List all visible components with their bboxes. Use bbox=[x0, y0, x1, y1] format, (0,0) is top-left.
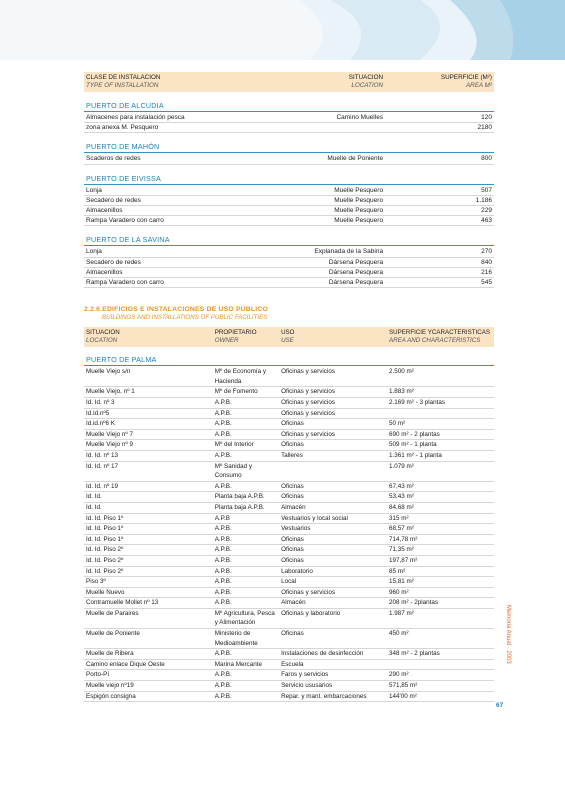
building-area: 714,78 m² bbox=[389, 535, 418, 543]
col-use-en: USE bbox=[281, 336, 294, 344]
table-row bbox=[84, 598, 494, 609]
installation-area: 229 bbox=[481, 207, 492, 215]
section-heading bbox=[84, 306, 494, 322]
table-row bbox=[84, 503, 494, 514]
port-heading: PUERTO DE LA SAVINA bbox=[84, 235, 494, 246]
table1-header bbox=[84, 72, 494, 92]
table-row bbox=[84, 440, 494, 451]
table-row bbox=[84, 629, 494, 649]
building-area bbox=[389, 660, 492, 670]
table-row bbox=[84, 258, 494, 268]
building-location: Muelle Viejo, nº 1 bbox=[86, 388, 135, 396]
building-use: Talleres bbox=[281, 451, 303, 459]
table-row bbox=[84, 247, 494, 257]
table-row bbox=[84, 113, 494, 123]
table-row bbox=[84, 419, 494, 430]
building-area: 509 m² - 1 planta bbox=[389, 441, 437, 449]
table-row bbox=[84, 398, 494, 409]
building-location: Muelle viejo nº19 bbox=[86, 682, 134, 690]
building-area bbox=[389, 409, 492, 419]
building-owner: Mº de Fomento bbox=[214, 388, 258, 396]
building-area: 1.361 m² - 1 planta bbox=[389, 451, 442, 459]
installation-area: 270 bbox=[481, 248, 492, 256]
col-situacion: SITUACION bbox=[86, 329, 120, 337]
installation-type: zona anexa M. Pesquero bbox=[86, 124, 159, 132]
building-location: Id.id.nº6 K bbox=[86, 420, 115, 428]
side-caption-text: Memoria Anual · 2003 bbox=[505, 605, 511, 664]
building-use: Oficinas bbox=[281, 546, 304, 554]
building-location: Id. Id. Piso 2º bbox=[86, 546, 124, 554]
building-owner: A.P.B. bbox=[214, 399, 232, 407]
table-row bbox=[84, 387, 494, 398]
col-type: CLASE DE INSTALACION bbox=[86, 74, 161, 81]
table-row bbox=[84, 482, 494, 493]
table-row bbox=[84, 577, 494, 588]
section-subtitle: BUILDINGS AND INSTALLATIONS OF PUBLIC FACILITIES bbox=[102, 314, 268, 322]
installation-location: Camino Muelles bbox=[336, 114, 384, 121]
building-location: Muelle de Ribera bbox=[86, 650, 134, 658]
building-use: Local bbox=[281, 578, 297, 586]
table-row bbox=[84, 649, 494, 660]
table-row bbox=[84, 278, 494, 288]
building-owner: Planta baja A.P.B. bbox=[214, 493, 265, 501]
building-location: Id. Id. nº 13 bbox=[86, 451, 119, 459]
installation-area: 545 bbox=[481, 279, 492, 287]
building-location: Muelle Nuevo bbox=[86, 588, 125, 596]
building-owner: A.P.B. bbox=[214, 535, 232, 543]
table-row bbox=[84, 367, 494, 387]
installation-type: Almacenes para instalación pesca bbox=[86, 114, 185, 121]
table-row bbox=[84, 123, 494, 133]
installation-location: Muelle Pesquero bbox=[334, 217, 384, 225]
building-area: 450 m² bbox=[389, 630, 409, 638]
building-location: Id. Id. bbox=[86, 493, 102, 501]
table-row bbox=[84, 609, 494, 629]
table-row bbox=[84, 692, 494, 703]
table-row bbox=[84, 268, 494, 278]
section-title: 2.2.6.EDIFICIOS E INSTALACIONES DE USO PÚBLICO bbox=[84, 306, 268, 314]
installation-type: Scaderos de redes bbox=[86, 155, 141, 163]
building-location: Id. Id. Piso 1º bbox=[86, 535, 124, 543]
building-area: 53,43 m² bbox=[389, 493, 414, 501]
installation-location: Muelle Pesquero bbox=[334, 207, 384, 215]
wave-decoration bbox=[0, 0, 565, 60]
table-row bbox=[84, 567, 494, 578]
building-owner: Planta baja A.P.B. bbox=[214, 503, 265, 511]
building-area: 85 m² bbox=[389, 567, 406, 575]
building-location: Muelle de Paraires bbox=[86, 609, 139, 617]
building-owner: A.P.B. bbox=[214, 650, 232, 658]
building-area: 67,43 m² bbox=[389, 482, 414, 490]
building-owner: Mº Sanidad y Consumo bbox=[214, 462, 253, 480]
building-owner: A.P.B. bbox=[214, 525, 232, 533]
col-location-en: LOCATION bbox=[351, 81, 384, 89]
installation-area: 1.186 bbox=[475, 196, 492, 204]
table1-body bbox=[84, 101, 494, 288]
port-heading: PUERTO DE ALCUDIA bbox=[84, 101, 494, 112]
table2-header bbox=[84, 327, 494, 347]
building-area: 197,87 m² bbox=[389, 556, 418, 564]
building-use: Oficinas bbox=[281, 420, 304, 428]
top-banner bbox=[0, 0, 565, 60]
building-location: Contramuelle Mollet nº 13 bbox=[86, 599, 159, 607]
building-use: Oficinas y servicios bbox=[281, 399, 335, 407]
building-area: 15,81 m² bbox=[389, 578, 414, 586]
building-location: Id. Id. nº 17 bbox=[86, 462, 119, 470]
building-owner: A.P.B. bbox=[214, 482, 232, 490]
col-superficie: SUPERFICIE YCARACTERISTICAS bbox=[389, 329, 490, 337]
building-area: 50 m² bbox=[389, 420, 406, 428]
installation-location: Muelle de Poniente bbox=[327, 155, 384, 163]
building-area: 1.079 m² bbox=[389, 462, 414, 470]
installation-type: Almacenillos bbox=[86, 268, 123, 276]
building-location: Muelle Viejo nº 7 bbox=[86, 430, 133, 438]
installation-area: 2180 bbox=[477, 124, 492, 132]
port-heading-palma: PUERTO DE PALMA bbox=[84, 355, 494, 366]
side-caption bbox=[497, 605, 515, 695]
table-row bbox=[84, 681, 494, 692]
installation-area: 800 bbox=[481, 155, 492, 163]
installation-type: Secadero de redes bbox=[86, 196, 141, 204]
installation-location: Dársena Pesquera bbox=[328, 279, 384, 287]
col-location: SITUACION bbox=[348, 74, 384, 81]
installation-area: 463 bbox=[481, 217, 492, 225]
building-use: Laboratorio bbox=[281, 567, 313, 575]
building-use: Oficinas bbox=[281, 441, 304, 449]
building-area: 290 m² bbox=[389, 671, 409, 679]
building-owner: A.P.B. bbox=[214, 599, 232, 607]
col-owner-en: OWNER bbox=[214, 336, 239, 344]
building-use: Almacén bbox=[281, 503, 306, 511]
building-location: Id. Id. Piso 1º bbox=[86, 514, 124, 522]
building-location: Porto-Pí bbox=[86, 671, 110, 679]
building-owner: Mº del Interior bbox=[214, 441, 254, 449]
building-use: Faros y servicios bbox=[281, 671, 329, 679]
installation-area: 840 bbox=[481, 258, 492, 266]
building-use: Oficinas bbox=[281, 493, 304, 501]
building-location: Muelle de Poniente bbox=[86, 630, 140, 638]
building-owner: A.P.B. bbox=[214, 546, 232, 554]
col-area-en: AREA M² bbox=[465, 81, 492, 89]
building-owner: A.P.B bbox=[214, 514, 231, 522]
table2-body bbox=[84, 367, 494, 702]
table-row bbox=[84, 524, 494, 535]
table-row bbox=[84, 492, 494, 503]
installation-type: Lonja bbox=[86, 248, 102, 256]
installation-type: Rampa Varadero con carro bbox=[86, 279, 164, 287]
table-row bbox=[84, 186, 494, 196]
building-location: Id. Id. bbox=[86, 503, 102, 511]
building-area: 68,57 m² bbox=[389, 525, 414, 533]
table-row bbox=[84, 430, 494, 441]
building-area: 2.500 m² bbox=[389, 368, 414, 376]
building-use: Vestuarios bbox=[281, 525, 311, 533]
building-area: 571,85 m² bbox=[389, 682, 418, 690]
col-location-en: LOCATION bbox=[86, 336, 118, 344]
building-use: Vestuarios y local social bbox=[281, 514, 348, 522]
building-use: Escuela bbox=[281, 660, 304, 668]
installation-location: Muelle Pesquero bbox=[334, 186, 384, 194]
col-area-en: AREA AND CHARACTERISTICS bbox=[389, 336, 481, 344]
installation-location bbox=[274, 123, 383, 132]
col-area: SUPERFICIE (M²) bbox=[440, 74, 492, 81]
building-owner: A.P.B. bbox=[214, 451, 232, 459]
installation-area: 120 bbox=[481, 114, 492, 121]
building-location: Id. Id. Piso 2º bbox=[86, 556, 124, 564]
installation-location: Muelle Pesquero bbox=[334, 196, 384, 204]
building-area: 2.169 m² - 3 plantas bbox=[389, 399, 446, 407]
building-location: Id.Id.nº5 bbox=[86, 409, 110, 417]
building-area: 1.883 m² bbox=[389, 388, 414, 396]
building-location: Id. Id. Piso 1º bbox=[86, 525, 124, 533]
installation-location: Dársena Pesquera bbox=[328, 258, 384, 266]
table-row bbox=[84, 588, 494, 599]
col-type-en: TYPE OF INSTALLATION bbox=[86, 81, 159, 89]
building-use: Oficinas y servicios bbox=[281, 409, 335, 417]
table-row bbox=[84, 451, 494, 462]
building-area: 315 m² bbox=[389, 514, 409, 522]
building-area: 84,68 m² bbox=[389, 503, 414, 511]
col-propietario: PROPIETARIO bbox=[214, 329, 257, 337]
building-owner: Ministerio de Medioambiente bbox=[214, 630, 258, 647]
installation-location: Dársena Pesquera bbox=[328, 268, 384, 276]
building-area: 1.987 m² bbox=[389, 609, 414, 617]
installation-area: 216 bbox=[481, 268, 492, 276]
building-area: 690 m² - 2 plantas bbox=[389, 430, 440, 438]
port-heading: PUERTO DE MAHÓN bbox=[84, 142, 494, 153]
table-row bbox=[84, 670, 494, 681]
building-owner: A.P.B. bbox=[214, 682, 232, 690]
building-use: Repar. y mant. embarcaciones bbox=[281, 692, 367, 700]
installation-type: Lonja bbox=[86, 186, 102, 194]
col-uso: USO bbox=[281, 329, 295, 337]
building-location: Id. Id. nº 19 bbox=[86, 482, 119, 490]
building-use: Oficinas bbox=[281, 535, 304, 543]
building-location: Id. Id. nº 3 bbox=[86, 399, 115, 407]
building-area: 208 m² - 2plantas bbox=[389, 599, 439, 607]
building-owner: A.P.B. bbox=[214, 578, 232, 586]
building-location: Espigón consigna bbox=[86, 692, 136, 700]
building-use: Almacén bbox=[281, 599, 306, 607]
building-owner: A.P.B. bbox=[214, 671, 232, 679]
building-area: 71,35 m² bbox=[389, 546, 414, 554]
building-location: Muelle Viejo s/n bbox=[86, 368, 131, 376]
building-owner: A.P.B. bbox=[214, 430, 232, 438]
building-use: Oficinas y laboratorio bbox=[281, 609, 341, 617]
building-use: Servicio ususarios bbox=[281, 682, 333, 690]
building-use bbox=[281, 462, 389, 481]
table-row bbox=[84, 545, 494, 556]
page-number: 67 bbox=[496, 702, 504, 709]
building-area: 960 m² bbox=[389, 588, 409, 596]
table-row bbox=[84, 206, 494, 216]
table-row bbox=[84, 154, 494, 164]
table-row bbox=[84, 514, 494, 525]
building-location: Camino enlace Dique Oeste bbox=[86, 660, 165, 668]
installation-type: Secadero de redes bbox=[86, 258, 141, 266]
table-row bbox=[84, 216, 494, 226]
building-owner: Marina Mercante bbox=[214, 660, 262, 668]
building-use: Oficinas bbox=[281, 556, 304, 564]
building-use: Oficinas y servicios bbox=[281, 588, 335, 596]
installation-location: Explanada de la Sabina bbox=[314, 248, 384, 256]
building-area: 144'00 m² bbox=[389, 692, 417, 700]
building-area: 348 m² - 2 plantas bbox=[389, 650, 440, 658]
building-owner: A.P.B. bbox=[214, 409, 232, 417]
port-heading: PUERTO DE EIVISSA bbox=[84, 174, 494, 185]
installation-area: 507 bbox=[481, 186, 492, 194]
building-owner: A.P.B. bbox=[214, 567, 232, 575]
building-use: Oficinas y servicios bbox=[281, 368, 335, 376]
table-row bbox=[84, 556, 494, 567]
installation-type: Almacenillos bbox=[86, 207, 123, 215]
building-owner: A.P.B. bbox=[214, 588, 232, 596]
building-use: Oficinas y servicios bbox=[281, 388, 335, 396]
building-location: Piso 3º bbox=[86, 578, 106, 586]
building-owner: A.P.B. bbox=[214, 420, 232, 428]
table-row bbox=[84, 462, 494, 482]
building-owner: Mº de Economía y Hacienda bbox=[214, 368, 267, 385]
building-owner: A.P.B. bbox=[214, 556, 232, 564]
building-use: Oficinas y servicios bbox=[281, 430, 335, 438]
table-row bbox=[84, 196, 494, 206]
building-owner: Mº Agricultura, Pesca y Alimentación bbox=[214, 609, 275, 627]
table-row bbox=[84, 535, 494, 546]
building-use: Instalaciones de desinfección bbox=[281, 650, 364, 658]
installation-type: Rampa Varadero con carro bbox=[86, 217, 164, 225]
building-use: Oficinas bbox=[281, 630, 304, 638]
building-use: Oficinas bbox=[281, 482, 304, 490]
building-location: Muelle Viejo nº 9 bbox=[86, 441, 133, 449]
table-row bbox=[84, 409, 494, 420]
building-owner: A.P.B. bbox=[214, 692, 232, 700]
page-content bbox=[84, 72, 494, 702]
table-row bbox=[84, 660, 494, 671]
building-location: Id. Id. Piso 2º bbox=[86, 567, 124, 575]
